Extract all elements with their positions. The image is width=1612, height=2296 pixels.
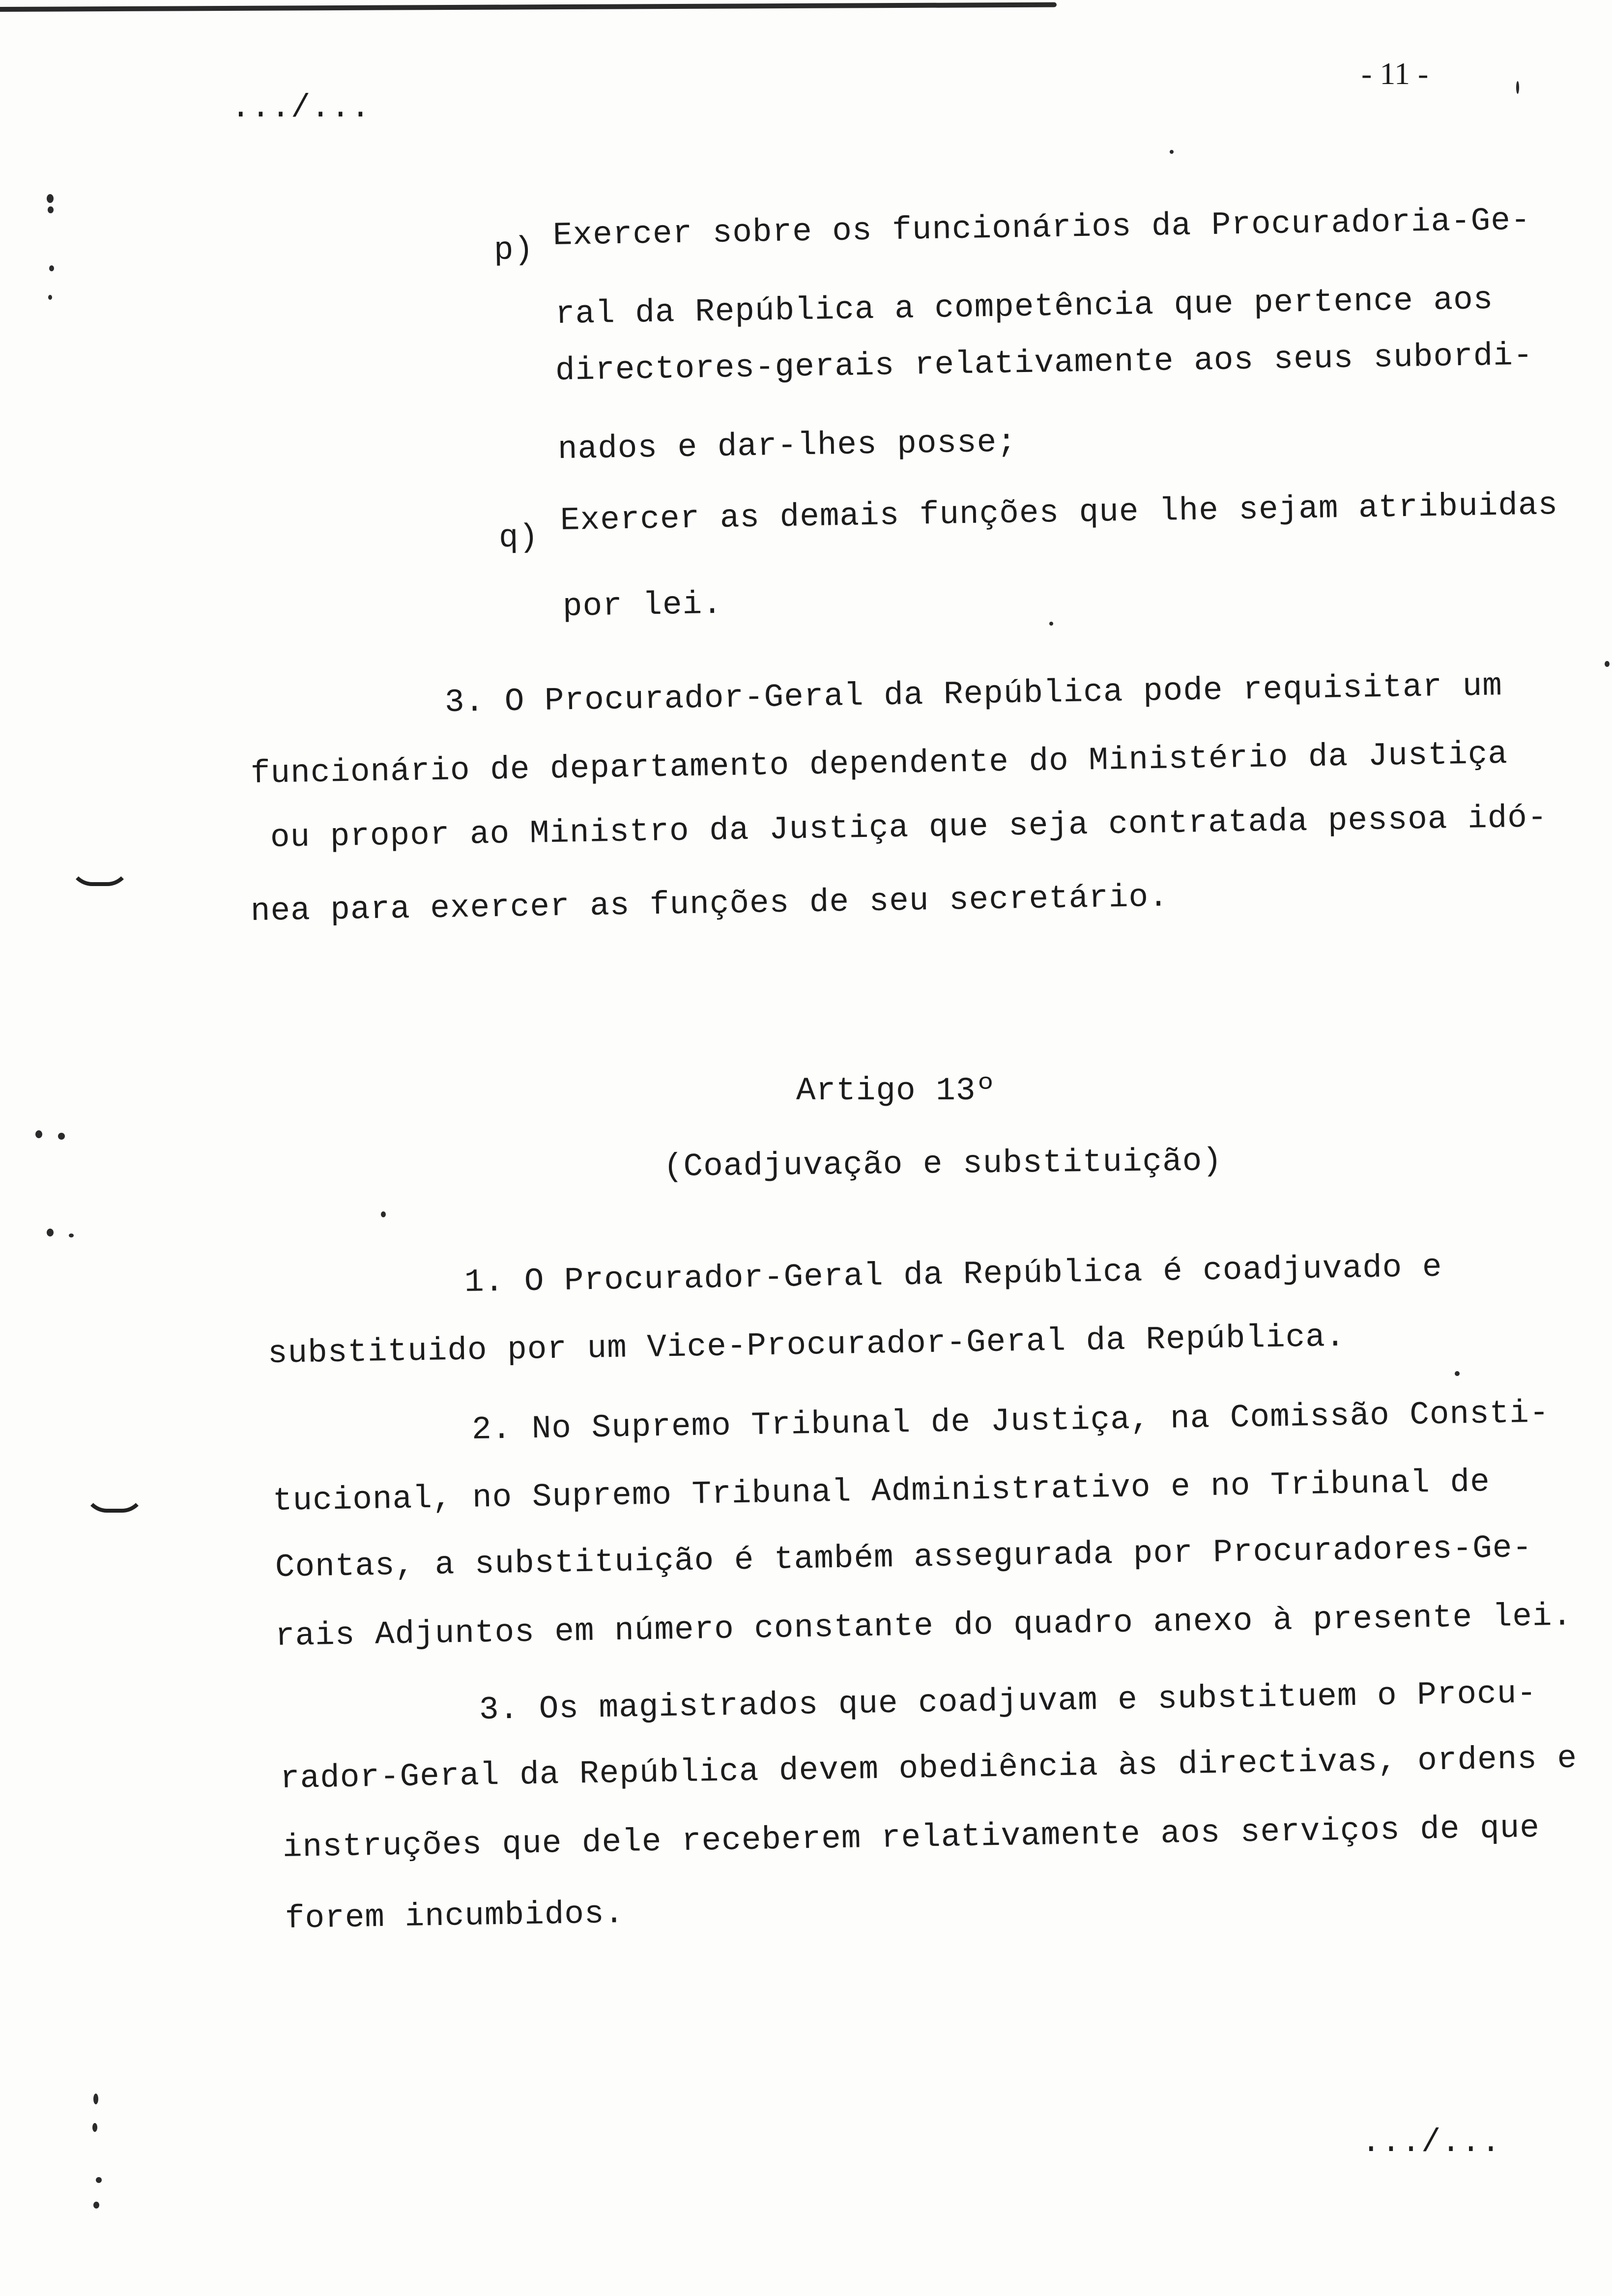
continuation-marker-bottom: .../...	[1361, 2124, 1501, 2161]
scan-speck	[49, 265, 54, 271]
scan-speck	[381, 1211, 386, 1217]
article-paragraph-3-line-1: 3. Os magistrados que coadjuvam e substituem o Procu-	[479, 1675, 1537, 1728]
article-paragraph-2-line-1: 2. No Supremo Tribunal de Justiça, na Comissão Consti-	[471, 1394, 1550, 1448]
article-title: Artigo 13º	[796, 1072, 996, 1109]
scan-speck	[93, 2202, 99, 2209]
article-paragraph-3-line-3: instruções que dele receberem relativamente aos serviços de que	[282, 1809, 1540, 1866]
top-rule	[0, 2, 1057, 12]
scan-speck	[92, 2123, 97, 2132]
list-item-label-q: q)	[498, 518, 539, 556]
continuation-marker-top: .../...	[231, 89, 371, 126]
paragraph-3-line-4: nea para exercer as funções de seu secretário.	[250, 878, 1169, 930]
article-paragraph-2-line-3: Contas, a substituição é também assegurada por Procuradores-Ge-	[275, 1529, 1533, 1586]
list-item-q-line-1: Exercer as demais funções que lhe sejam atribuidas	[560, 487, 1558, 539]
article-subtitle: (Coadjuvação e substituição)	[663, 1143, 1223, 1185]
scan-speck	[58, 1133, 65, 1140]
paragraph-3-line-3: ou propor ao Ministro da Justiça que seja contratada pessoa idó-	[270, 799, 1548, 856]
scan-speck	[1605, 661, 1610, 667]
scan-speck	[35, 1130, 42, 1138]
list-item-p-line-4: nados e dar-lhes posse;	[557, 424, 1017, 468]
scan-speck	[1455, 1371, 1460, 1376]
scan-speck	[1049, 622, 1053, 626]
punch-hole-mark-lower	[84, 1489, 145, 1513]
scan-speck	[48, 206, 54, 213]
scan-speck	[47, 194, 54, 203]
article-paragraph-3-line-2: rador-Geral da República devem obediência às directivas, ordens e	[280, 1740, 1578, 1797]
paragraph-3-line-2: funcionário de departamento dependente do Ministério da Justiça	[250, 735, 1508, 792]
scan-speck	[96, 2177, 102, 2183]
list-item-label-p: p)	[493, 231, 534, 269]
article-paragraph-1-line-1: 1. O Procurador-Geral da República é coadjuvado e	[464, 1248, 1443, 1301]
scan-speck	[48, 295, 52, 300]
article-paragraph-2-line-4: rais Adjuntos em número constante do quadro anexo à presente lei.	[275, 1597, 1573, 1655]
list-item-p-line-3: directores-gerais relativamente aos seus subordi-	[555, 337, 1534, 389]
scan-speck	[1516, 81, 1519, 94]
paragraph-3-line-1: 3. O Procurador-Geral da República pode requisitar um	[444, 667, 1503, 721]
scan-speck	[93, 2094, 98, 2104]
list-item-q-line-2: por lei.	[562, 585, 723, 625]
article-paragraph-2-line-2: tucional, no Supremo Tribunal Administrativo e no Tribunal de	[272, 1464, 1491, 1520]
article-paragraph-3-line-4: forem incumbidos.	[285, 1895, 625, 1937]
page-number: - 11 -	[1361, 56, 1429, 91]
punch-hole-mark-upper	[69, 862, 131, 886]
scan-speck	[1170, 150, 1174, 154]
list-item-p-line-2: ral da República a competência que pertence aos	[555, 281, 1494, 333]
list-item-p-line-1: Exercer sobre os funcionários da Procuradoria-Ge-	[552, 201, 1531, 254]
article-paragraph-1-line-2: substituido por um Vice-Procurador-Geral da República.	[267, 1318, 1346, 1372]
scan-speck	[47, 1229, 54, 1236]
scan-speck	[69, 1234, 74, 1237]
